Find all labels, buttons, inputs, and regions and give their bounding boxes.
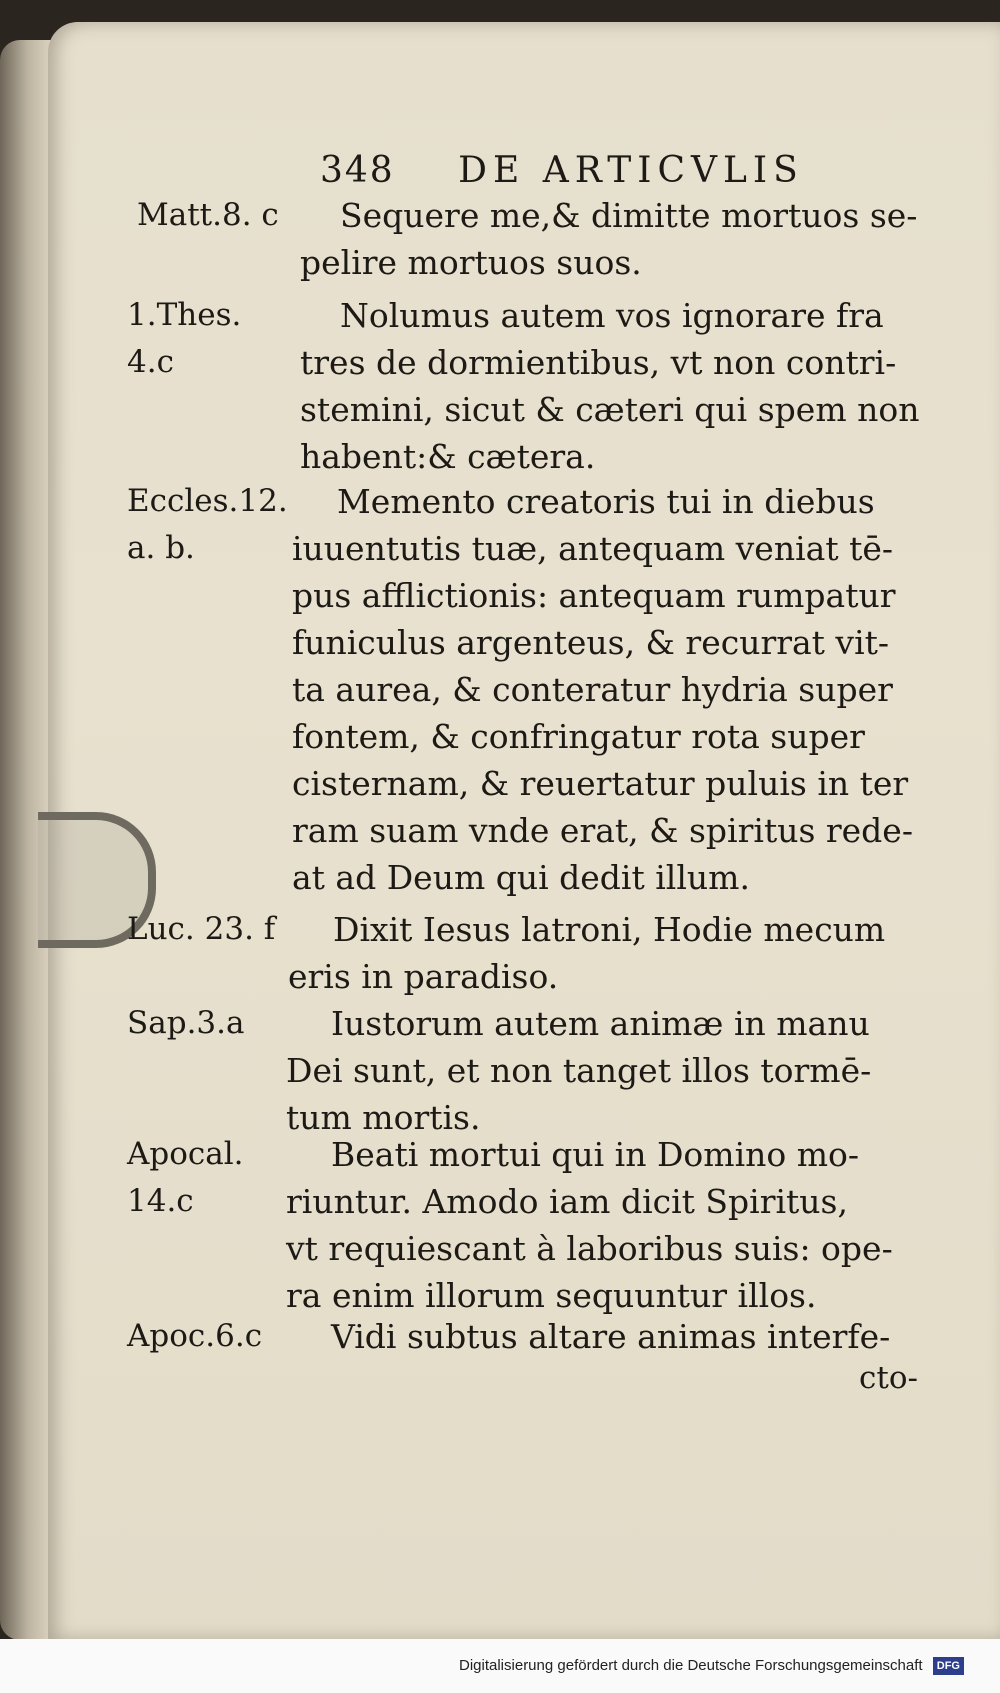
reference: 1.Thes.	[127, 297, 242, 333]
text-line: Sequere me,& dimitte mortuos se-	[340, 196, 918, 235]
text-line: eris in paradiso.	[288, 957, 559, 996]
text-line: ra enim illorum sequuntur illos.	[286, 1276, 817, 1315]
text-line: ta aurea, & conteratur hydria super	[292, 670, 893, 709]
text-line: Beati mortui qui in Domino mo-	[331, 1135, 860, 1174]
text-line: funiculus argenteus, & recurrat vit-	[292, 623, 890, 662]
entry-text	[300, 292, 919, 480]
text-line: at ad Deum qui dedit illum.	[292, 858, 750, 897]
digitization-footer	[0, 1639, 1000, 1693]
text-line: pus afflictionis: antequam rumpatur	[292, 576, 896, 615]
entry-text	[286, 1000, 871, 1141]
entry-text	[292, 478, 913, 901]
entry-text	[286, 1313, 890, 1360]
footer-text: Digitalisierung gefördert durch die Deutsche Forschungsgemeinschaft	[459, 1657, 923, 1674]
text-line: ram suam vnde erat, & spiritus rede-	[292, 811, 913, 850]
reference: a. b.	[127, 530, 195, 566]
text-line: Nolumus autem vos ignorare fra	[340, 296, 884, 335]
text-line: Memento creatoris tui in diebus	[337, 482, 875, 521]
text-line: tres de dormientibus, vt non contri-	[300, 343, 897, 382]
reference: Luc. 23. f	[127, 911, 276, 947]
running-title: DE ARTICVLIS	[458, 150, 804, 191]
text-line: Dixit Iesus latroni, Hodie mecum	[333, 910, 886, 949]
reference: Apocal.	[127, 1136, 244, 1172]
reference: 4.c	[127, 344, 174, 380]
reference: Apoc.6.c	[127, 1318, 263, 1354]
page-header	[320, 150, 840, 191]
entry-text	[288, 906, 885, 1000]
text-line: Dei sunt, et non tanget illos tormē-	[286, 1051, 872, 1090]
reference: Matt.8. c	[137, 197, 279, 233]
text-line: Iustorum autem animæ in manu	[331, 1004, 870, 1043]
catchword: cto-	[859, 1360, 918, 1396]
text-line: riuntur. Amodo iam dicit Spiritus,	[286, 1182, 848, 1221]
text-line: cisternam, & reuertatur puluis in ter	[292, 764, 909, 803]
dfg-logo: DFG	[933, 1657, 964, 1675]
reference: 14.c	[127, 1183, 194, 1219]
text-line: habent:& cætera.	[300, 437, 596, 476]
text-line: Vidi subtus altare animas interfe-	[331, 1317, 891, 1356]
text-line: tum mortis.	[286, 1098, 481, 1137]
text-line: stemini, sicut & cæteri qui spem non	[300, 390, 920, 429]
text-line: iuuentutis tuæ, antequam veniat tē-	[292, 529, 894, 568]
entry-text	[300, 192, 917, 286]
reference: Eccles.12.	[127, 483, 288, 519]
reference: Sap.3.a	[127, 1005, 245, 1041]
text-line: vt requiescant à laboribus suis: ope-	[286, 1229, 893, 1268]
text-line: pelire mortuos suos.	[300, 243, 642, 282]
entry-text	[286, 1131, 893, 1319]
text-line: fontem, & confringatur rota super	[292, 717, 865, 756]
page-number: 348	[320, 150, 395, 191]
